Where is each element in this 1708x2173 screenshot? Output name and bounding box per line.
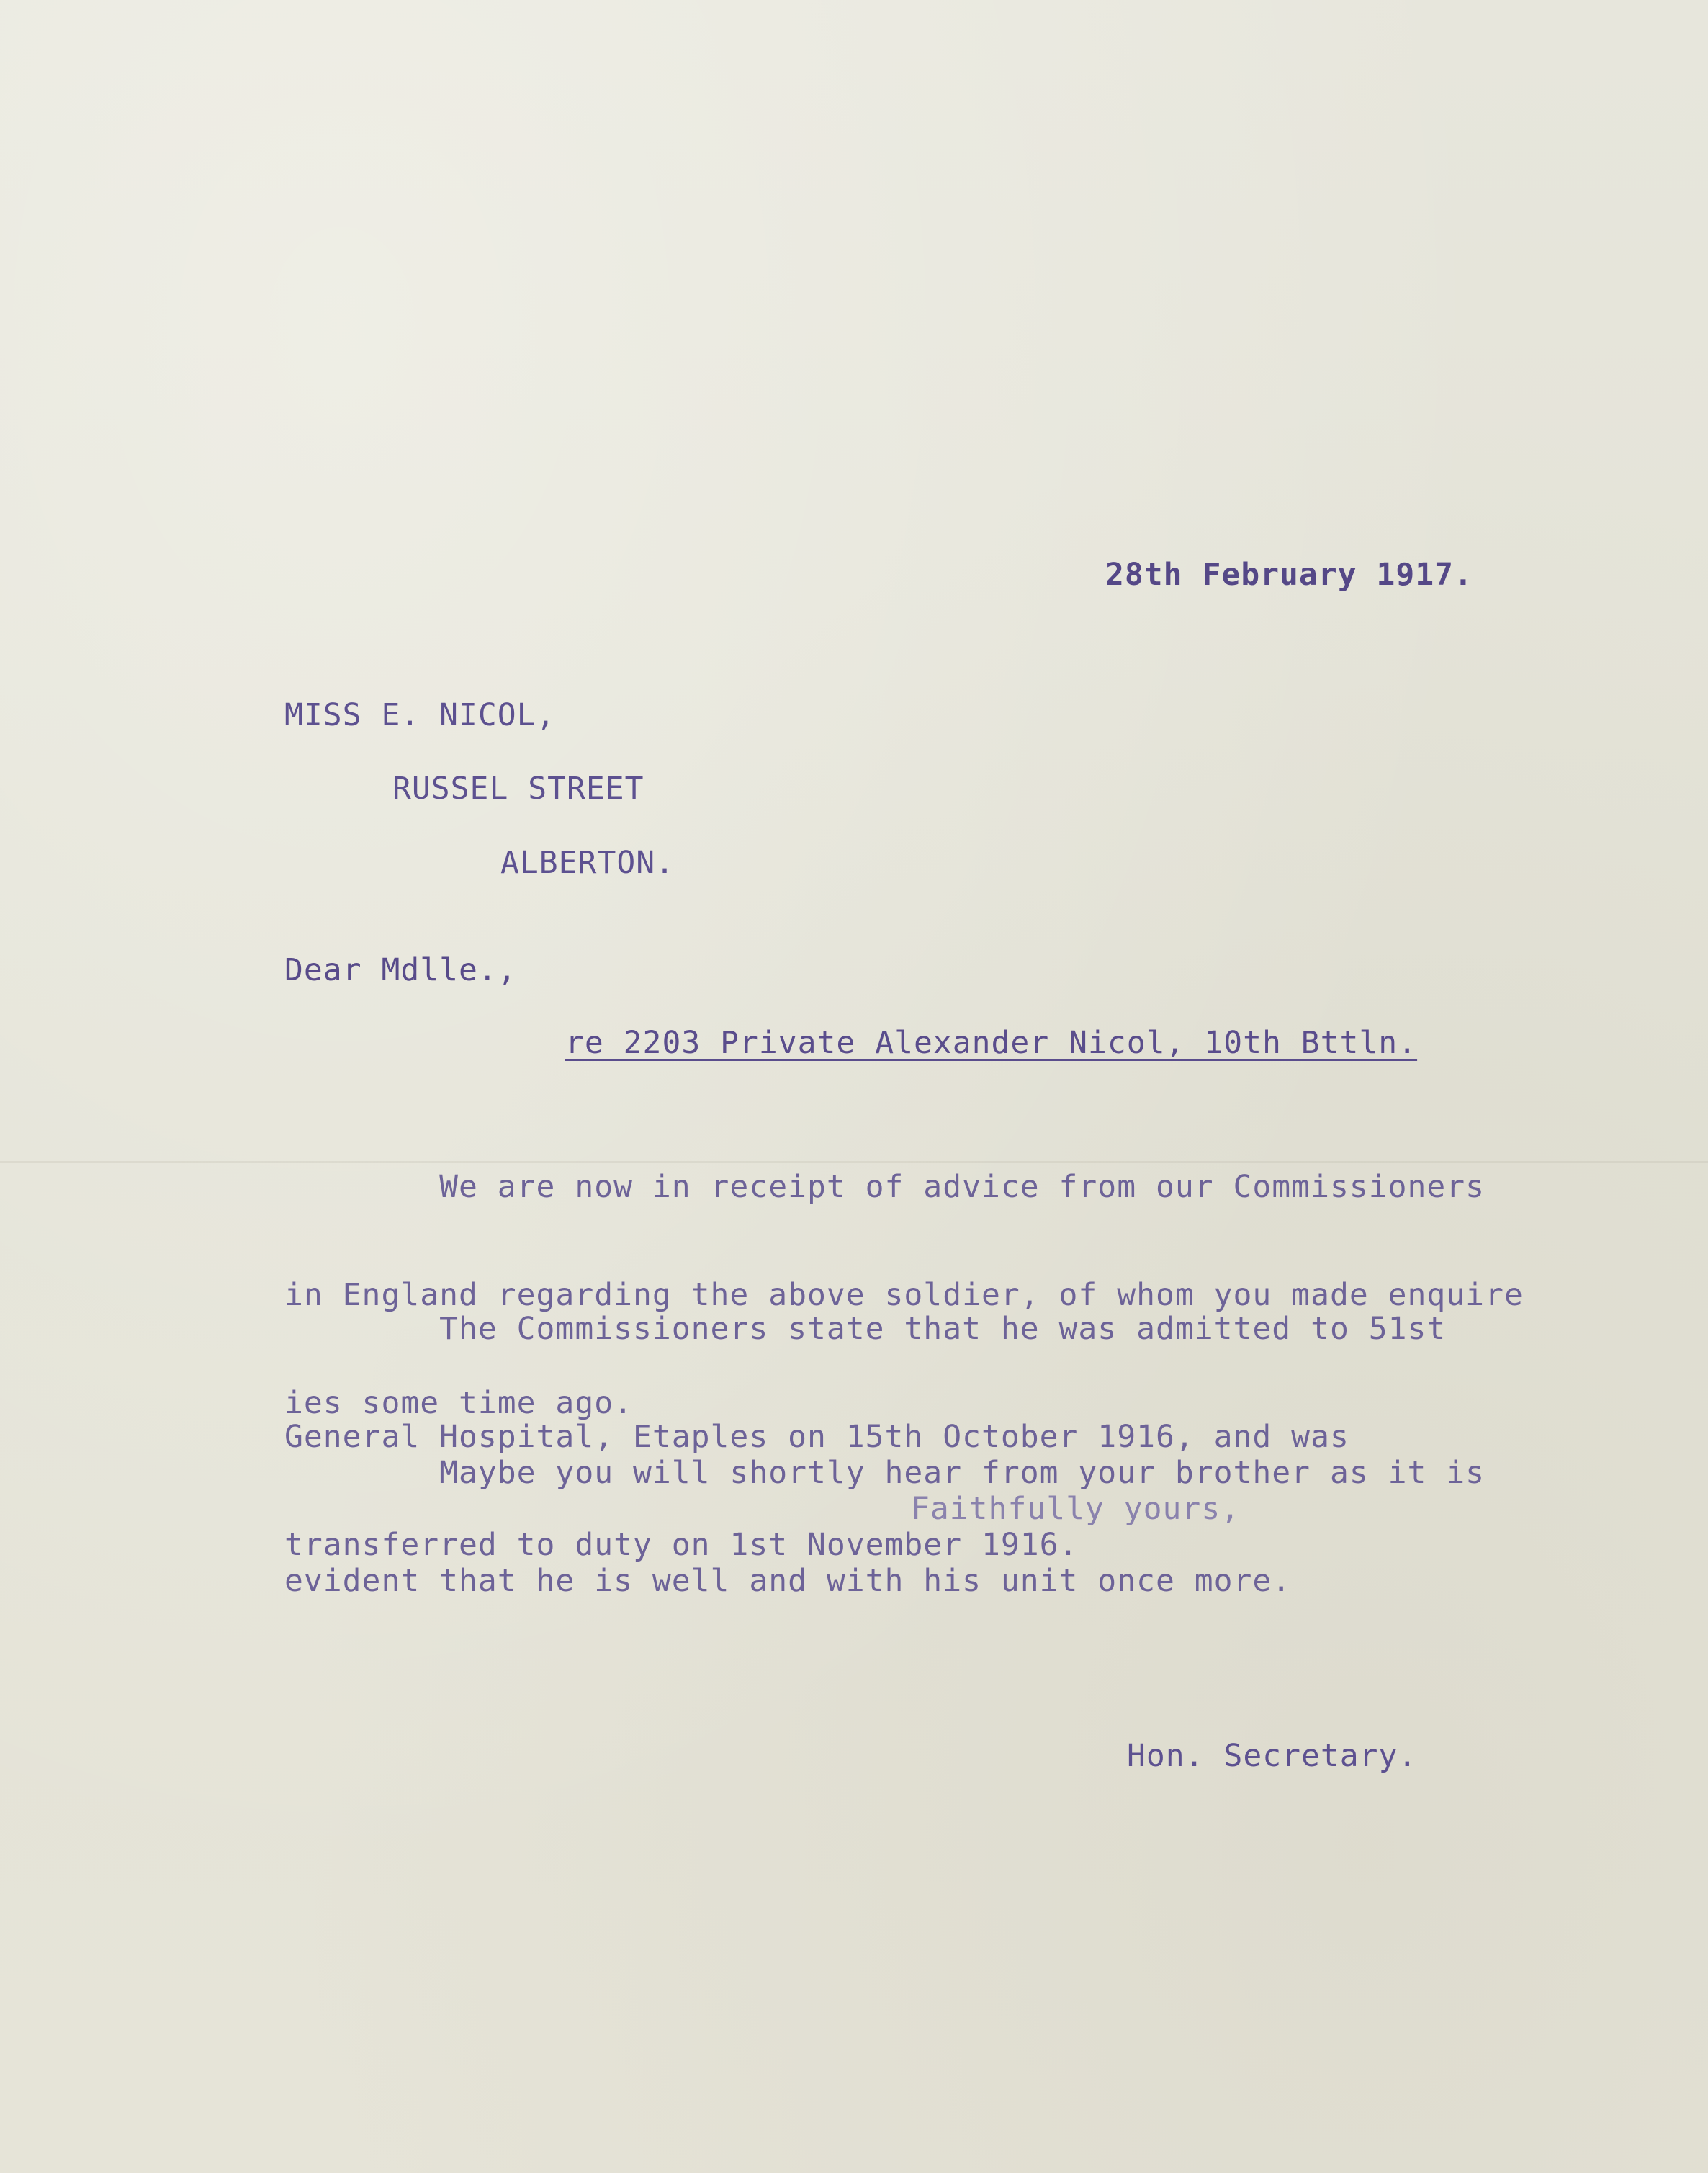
body-line: The Commissioners state that he was admitted to 51st (284, 1311, 1447, 1347)
body-line: General Hospital, Etaples on 15th October 1916, and was (284, 1419, 1349, 1455)
signature-title: Hon. Secretary. (1127, 1738, 1418, 1774)
subject-line: re 2203 Private Alexander Nicol, 10th Bttln. (565, 1025, 1418, 1061)
letter-date: 28th February 1917. (1105, 557, 1473, 593)
body-line: in England regarding the above soldier, of whom you made enquire (284, 1277, 1524, 1313)
recipient-street: RUSSEL STREET (392, 771, 644, 807)
body-line: Maybe you will shortly hear from your brother as it is (284, 1455, 1485, 1491)
recipient-name: MISS E. NICOL, (284, 697, 556, 733)
body-line: ies some time ago. (284, 1385, 633, 1421)
salutation: Dear Mdlle., (284, 952, 517, 988)
body-line: transferred to duty on 1st November 1916. (284, 1527, 1079, 1563)
body-line: We are now in receipt of advice from our Commissioners (284, 1169, 1485, 1205)
body-paragraph-3 (284, 1383, 1485, 1671)
recipient-town: ALBERTON. (500, 845, 675, 881)
body-line: evident that he is well and with his unit once more. (284, 1563, 1292, 1599)
closing: Faithfully yours, (911, 1491, 1241, 1527)
